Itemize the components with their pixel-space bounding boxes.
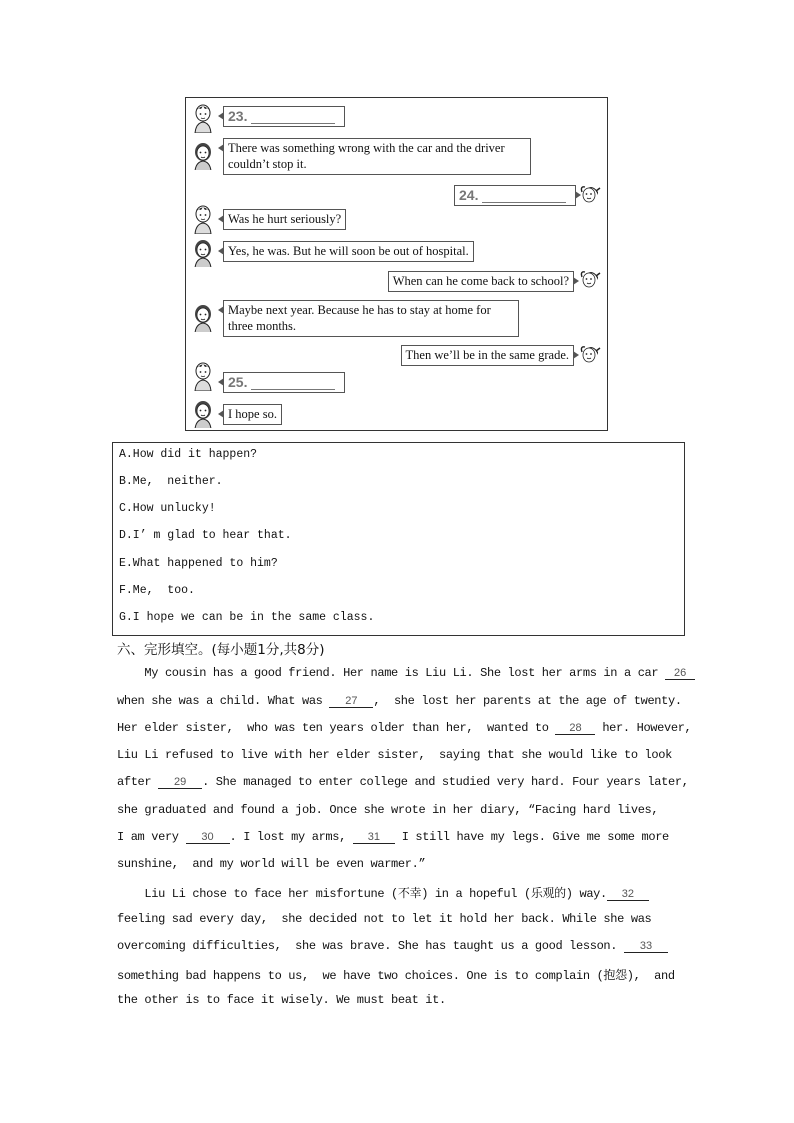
dialogue-blank-24: 24. bbox=[454, 185, 576, 206]
option-a: A.How did it happen? bbox=[119, 448, 258, 461]
option-f: F.Me, too. bbox=[119, 584, 195, 597]
dialogue-bubble: Yes, he was. But he will soon be out of hospital. bbox=[223, 241, 474, 262]
passage-line: overcoming difficulties, she was brave. She has taught us a good lesson. 33 bbox=[117, 939, 677, 953]
blank-33: 33 bbox=[624, 940, 668, 953]
blank-31: 31 bbox=[353, 831, 395, 844]
option-b: B.Me, neither. bbox=[119, 475, 223, 488]
girl-avatar-icon bbox=[192, 140, 214, 170]
blank-30: 30 bbox=[186, 831, 230, 844]
dialogue-bubble: I hope so. bbox=[223, 404, 282, 425]
passage-line: something bad happens to us, we have two choices. One is to complain (抱怨), and bbox=[117, 969, 675, 983]
dialogue-blank-25: 25. bbox=[223, 372, 345, 393]
dialogue-picture bbox=[185, 97, 608, 431]
girl-avatar-icon bbox=[192, 398, 214, 428]
option-d: D.I’ m glad to hear that. bbox=[119, 529, 292, 542]
dialogue-bubble: Was he hurt seriously? bbox=[223, 209, 346, 230]
option-g: G.I hope we can be in the same class. bbox=[119, 611, 375, 624]
section-heading: 六、完形填空。(每小题1分,共8分) bbox=[117, 642, 325, 658]
option-c: C.How unlucky! bbox=[119, 502, 216, 515]
passage-line: the other is to face it wisely. We must beat it. bbox=[117, 993, 446, 1007]
kid-avatar-icon bbox=[580, 182, 602, 212]
blank-32: 32 bbox=[607, 888, 649, 901]
kid-avatar-icon bbox=[580, 342, 602, 372]
girl-avatar-icon bbox=[192, 302, 214, 332]
passage-line: Liu Li chose to face her misfortune (不幸) in a hopeful (乐观的) way. 32 bbox=[117, 884, 677, 901]
passage-line: feeling sad every day, she decided not to let it hold her back. While she was bbox=[117, 912, 652, 926]
boy-avatar-icon bbox=[192, 204, 214, 234]
options-box bbox=[112, 442, 685, 636]
blank-26: 26 bbox=[665, 667, 695, 680]
passage-line: Her elder sister, who was ten years older than her, wanted to 28 her. However, bbox=[117, 721, 692, 735]
dialogue-bubble: There was something wrong with the car and the driver couldn’t stop it. bbox=[223, 138, 531, 175]
passage-line: she graduated and found a job. Once she wrote in her diary, “Facing hard lives, bbox=[117, 803, 659, 817]
passage-line: when she was a child. What was 27 , she lost her parents at the age of twenty. bbox=[117, 694, 682, 708]
blank-27: 27 bbox=[329, 695, 373, 708]
passage-line: after 29 . She managed to enter college and studied very hard. Four years later, bbox=[117, 775, 689, 789]
dialogue-blank-23: 23. bbox=[223, 106, 345, 127]
boy-avatar-icon bbox=[192, 103, 214, 133]
dialogue-bubble: When can he come back to school? bbox=[388, 271, 574, 292]
dialogue-bubble: Then we’ll be in the same grade. bbox=[401, 345, 574, 366]
passage-line: My cousin has a good friend. Her name is Liu Li. She lost her arms in a car 26 bbox=[117, 666, 677, 680]
boy-avatar-icon bbox=[192, 361, 214, 391]
dialogue-bubble: Maybe next year. Because he has to stay at home for three months. bbox=[223, 300, 519, 337]
kid-avatar-icon bbox=[580, 267, 602, 297]
passage-line: I am very 30 . I lost my arms, 31 I still have my legs. Give me some more bbox=[117, 830, 669, 844]
passage-line: Liu Li refused to live with her elder sister, saying that she would like to look bbox=[117, 748, 672, 762]
blank-29: 29 bbox=[158, 776, 202, 789]
blank-28: 28 bbox=[555, 722, 595, 735]
girl-avatar-icon bbox=[192, 237, 214, 267]
option-e: E.What happened to him? bbox=[119, 557, 278, 570]
passage-line: sunshine, and my world will be even warmer.” bbox=[117, 857, 426, 871]
